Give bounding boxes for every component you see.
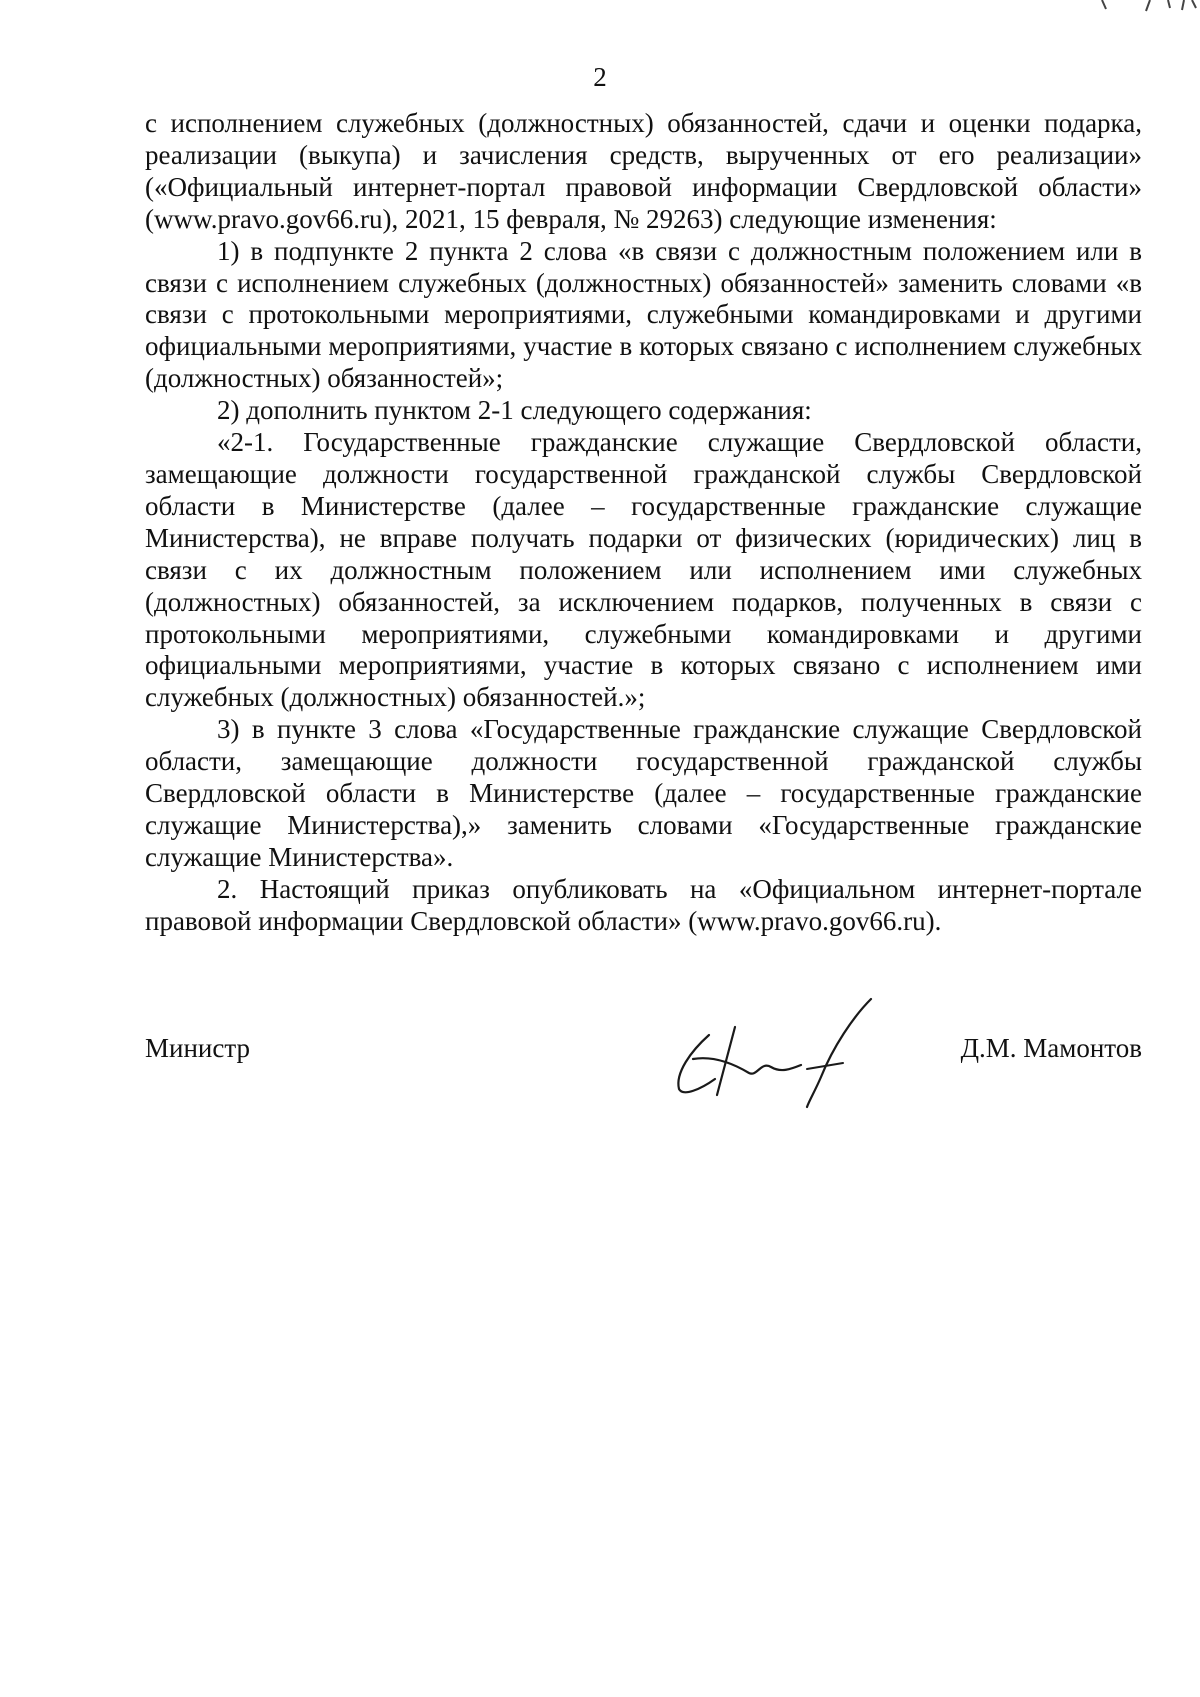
paragraph-publication: 2. Настоящий приказ опубликовать на «Официальном интернет-портале правовой информации Свердловской области» (www.pravo.gov66.ru). [145,873,1142,936]
signature-block [145,1025,1142,1095]
paragraph-continuation: с исполнением служебных (должностных) обязанностей, сдачи и оценки подарка, реализации (выкупа) и зачисления средств, вырученных от его реализации» («Официальный интернет-портал правовой информации Свердловской области» (www.pravo.gov66.ru), 2021, 15 февраля, № 29263) следующие изменения: [145,108,1142,234]
signatory-name: Д.М. Мамонтов [960,1033,1142,1063]
document-body [145,108,1142,938]
paragraph-item-2: 2) дополнить пунктом 2-1 следующего содержания: [217,395,812,426]
signatory-role: Министр [145,1033,250,1063]
paragraph-clause-2-1: «2-1. Государственные гражданские служащие Свердловской области, замещающие должности государственной гражданской службы Свердловской области в Министерстве (далее – государственные гражданские служащие Министерства), не вправе получать подарки от физических (юридических) лиц в связи с их должностным положением или исполнением ими служебных (должностных) обязанностей, за исключением подарков, полученных в связи с протокольными мероприятиями, служебными командировками и другими официальными мероприятиями, участие в которых связано с исполнением ими служебных (должностных) обязанностей.»; [145,427,1142,713]
handwritten-signature [657,997,907,1112]
paragraph-item-3: 3) в пункте 3 слова «Государственные гражданские служащие Свердловской области, замещающие должности государственной гражданской службы Свердловской области в Министерстве (далее – государственные гражданские служащие Министерства),» заменить словами «Государственные гражданские служащие Министерства». [145,714,1142,872]
page-number: 2 [593,62,607,92]
paragraph-item-1: 1) в подпункте 2 пункта 2 слова «в связи с должностным положением или в связи с исполнением служебных (должностных) обязанностей» заменить словами «в связи с протокольными мероприятиями, служебными командировками и другими официальными мероприятиями, участие в которых связано с исполнением служебных (должностных) обязанностей»; [145,235,1142,394]
scan-edge-mark [1080,0,1200,14]
